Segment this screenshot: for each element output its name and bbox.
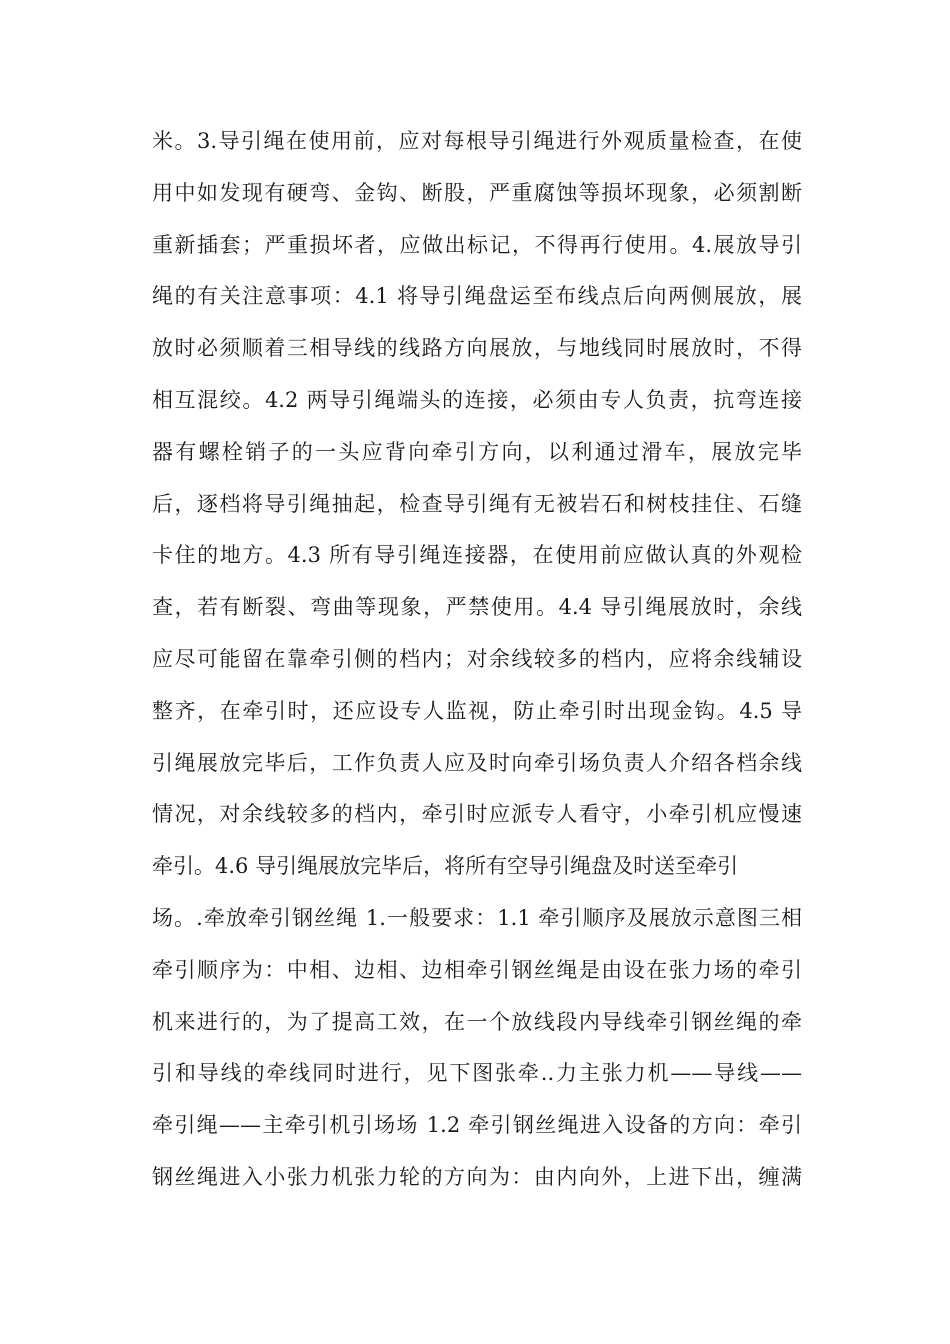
text-line: 牵引。4.6 导引绳展放完毕后，将所有空导引绳盘及时送至牵引 bbox=[152, 854, 739, 879]
text-line: 绳的有关注意事项：4.1 将导引绳盘运至布线点后向两侧展放，展 bbox=[152, 284, 802, 309]
text-line: 相互混绞。4.2 两导引绳端头的连接，必须由专人负责，抗弯连接 bbox=[152, 387, 802, 412]
text-line: 机来进行的，为了提高工效，在一个放线段内导线牵引钢丝绳的牵 bbox=[152, 1009, 802, 1034]
text-line: 后，逐档将导引绳抽起，检查导引绳有无被岩石和树枝挂住、石缝 bbox=[152, 491, 802, 516]
text-line: 查，若有断裂、弯曲等现象，严禁使用。4.4 导引绳展放时，余线 bbox=[152, 595, 802, 620]
text-line: 米。3.导引绳在使用前，应对每根导引绳进行外观质量检查，在使 bbox=[152, 129, 802, 153]
text-line: 应尽可能留在靠牵引侧的档内；对余线较多的档内，应将余线辅设 bbox=[152, 646, 802, 671]
text-line: 钢丝绳进入小张力机张力轮的方向为：由内向外，上进下出，缠满 bbox=[152, 1164, 802, 1189]
text-line: 器有螺栓销子的一头应背向牵引方向，以利通过滑车，展放完毕 bbox=[152, 439, 802, 464]
text-line: 牵引绳——主牵引机引场场 1.2 牵引钢丝绳进入设备的方向：牵引 bbox=[152, 1113, 802, 1138]
text-line: 引和导线的牵线同时进行，见下图张牵..力主张力机——导线—— bbox=[152, 1061, 802, 1086]
text-line: 重新插套；严重损坏者，应做出标记，不得再行使用。4.展放导引 bbox=[152, 232, 802, 257]
text-line: 卡住的地方。4.3 所有导引绳连接器，在使用前应做认真的外观检 bbox=[152, 543, 802, 568]
text-line: 情况，对余线较多的档内，牵引时应派专人看守，小牵引机应慢速 bbox=[152, 802, 802, 827]
text-line: 场。.牵放牵引钢丝绳 1.一般要求：1.1 牵引顺序及展放示意图三相 bbox=[152, 905, 802, 930]
text-line: 整齐，在牵引时，还应设专人监视，防止牵引时出现金钩。4.5 导 bbox=[152, 698, 802, 723]
text-line: 牵引顺序为：中相、边相、边相牵引钢丝绳是由设在张力场的牵引 bbox=[152, 957, 802, 982]
body-text bbox=[152, 116, 802, 1204]
text-line: 放时必须顺着三相导线的线路方向展放，与地线同时展放时，不得 bbox=[152, 336, 802, 361]
text-line: 引绳展放完毕后，工作负责人应及时向牵引场负责人介绍各档余线 bbox=[152, 750, 802, 775]
text-line: 用中如发现有硬弯、金钩、断股，严重腐蚀等损坏现象，必须割断 bbox=[152, 180, 802, 205]
